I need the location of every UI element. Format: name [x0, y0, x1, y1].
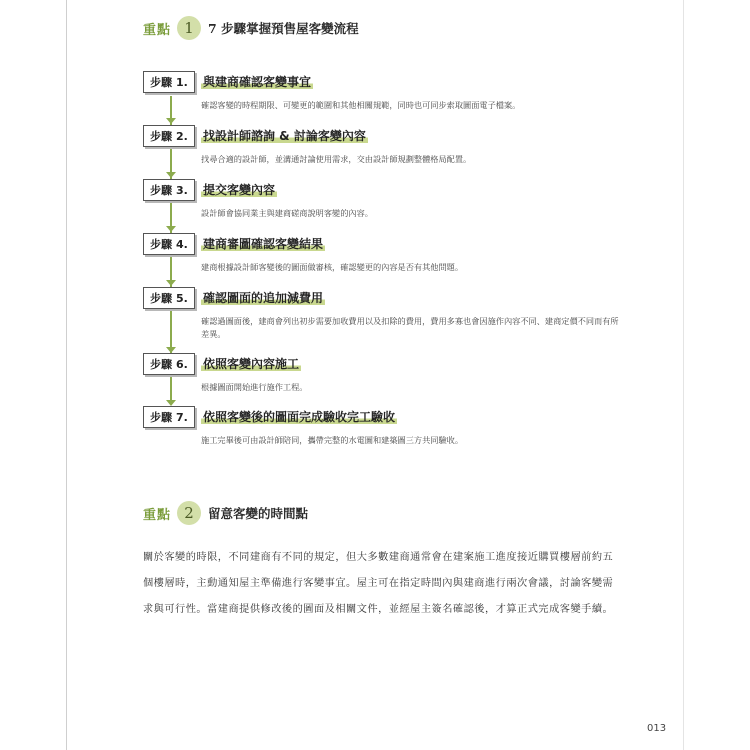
- step-description: 設計師會協同業主與建商磋商說明客變的內容。: [201, 208, 373, 218]
- section-1-heading: [143, 16, 359, 40]
- step-label-box: 步驟 7.: [143, 406, 195, 428]
- step-label-box: 步驟 1.: [143, 71, 195, 93]
- step-description: 施工完畢後可由設計師陪同，攜帶完整的水電圖和建築圖三方共同驗收。: [201, 435, 464, 445]
- section-1-title: 7 步驟掌握預售屋客變流程: [208, 21, 359, 36]
- body-paragraph: 關於客變的時限，不同建商有不同的規定，但大多數建商通常會在建案施工進度接近購買樓層前約五個樓層時，主動通知屋主準備進行客變事宜。屋主可在指定時間內與建商進行兩次會議，討論客變需求與可行性。當建商提供修改後的圖面及相關文件，並經屋主簽名確認後，才算正式完成客變手續。: [143, 552, 614, 615]
- step-title: 建商審圖確認客變結果: [203, 237, 324, 251]
- down-arrow-icon: [166, 118, 176, 124]
- key-point-number-badge: 2: [177, 501, 201, 525]
- step-label-box: 步驟 4.: [143, 233, 195, 255]
- step-title: 依照客變後的圖面完成驗收完工驗收: [203, 410, 396, 424]
- step-label-box: 步驟 2.: [143, 125, 195, 147]
- step-description: 建商根據設計師客變後的圖面做審核，確認變更的內容是否有其他問題。: [201, 262, 464, 272]
- step-label-box: 步驟 5.: [143, 287, 195, 309]
- page-left-edge: [66, 0, 67, 750]
- down-arrow-icon: [166, 226, 176, 232]
- step-title: 與建商確認客變事宜: [203, 75, 312, 89]
- step-title: 確認圖面的追加減費用: [203, 291, 324, 305]
- step-label-box: 步驟 6.: [143, 353, 195, 375]
- step-description: 確認客變的時程期限、可變更的範圍和其他相關規範，同時也可同步索取圖面電子檔案。: [201, 100, 521, 110]
- key-point-number-badge: 1: [177, 16, 201, 40]
- down-arrow-icon: [166, 172, 176, 178]
- down-arrow-icon: [166, 280, 176, 286]
- section-2-title: 留意客變的時間點: [208, 506, 309, 521]
- section-2-heading: [143, 501, 308, 525]
- step-description: 確認過圖面後，建商會列出初步需要加收費用以及扣除的費用，費用多寡也會因施作內容不同、建商定價不同而有所差異。: [201, 316, 619, 339]
- page-right-edge: [683, 0, 684, 750]
- step-label-box: 步驟 3.: [143, 179, 195, 201]
- step-title: 依照客變內容施工: [203, 357, 300, 371]
- step-description: 找尋合適的設計師，並溝通討論使用需求，交由設計師規劃整體格局配置。: [201, 154, 472, 164]
- page-number: 013: [647, 723, 667, 734]
- step-title: 找設計師諮詢 & 討論客變內容: [203, 129, 366, 143]
- key-point-label: 重點: [143, 22, 172, 38]
- step-title: 提交客變內容: [203, 183, 276, 197]
- key-point-label: 重點: [143, 507, 172, 523]
- step-description: 根據圖面開始進行施作工程。: [201, 382, 308, 392]
